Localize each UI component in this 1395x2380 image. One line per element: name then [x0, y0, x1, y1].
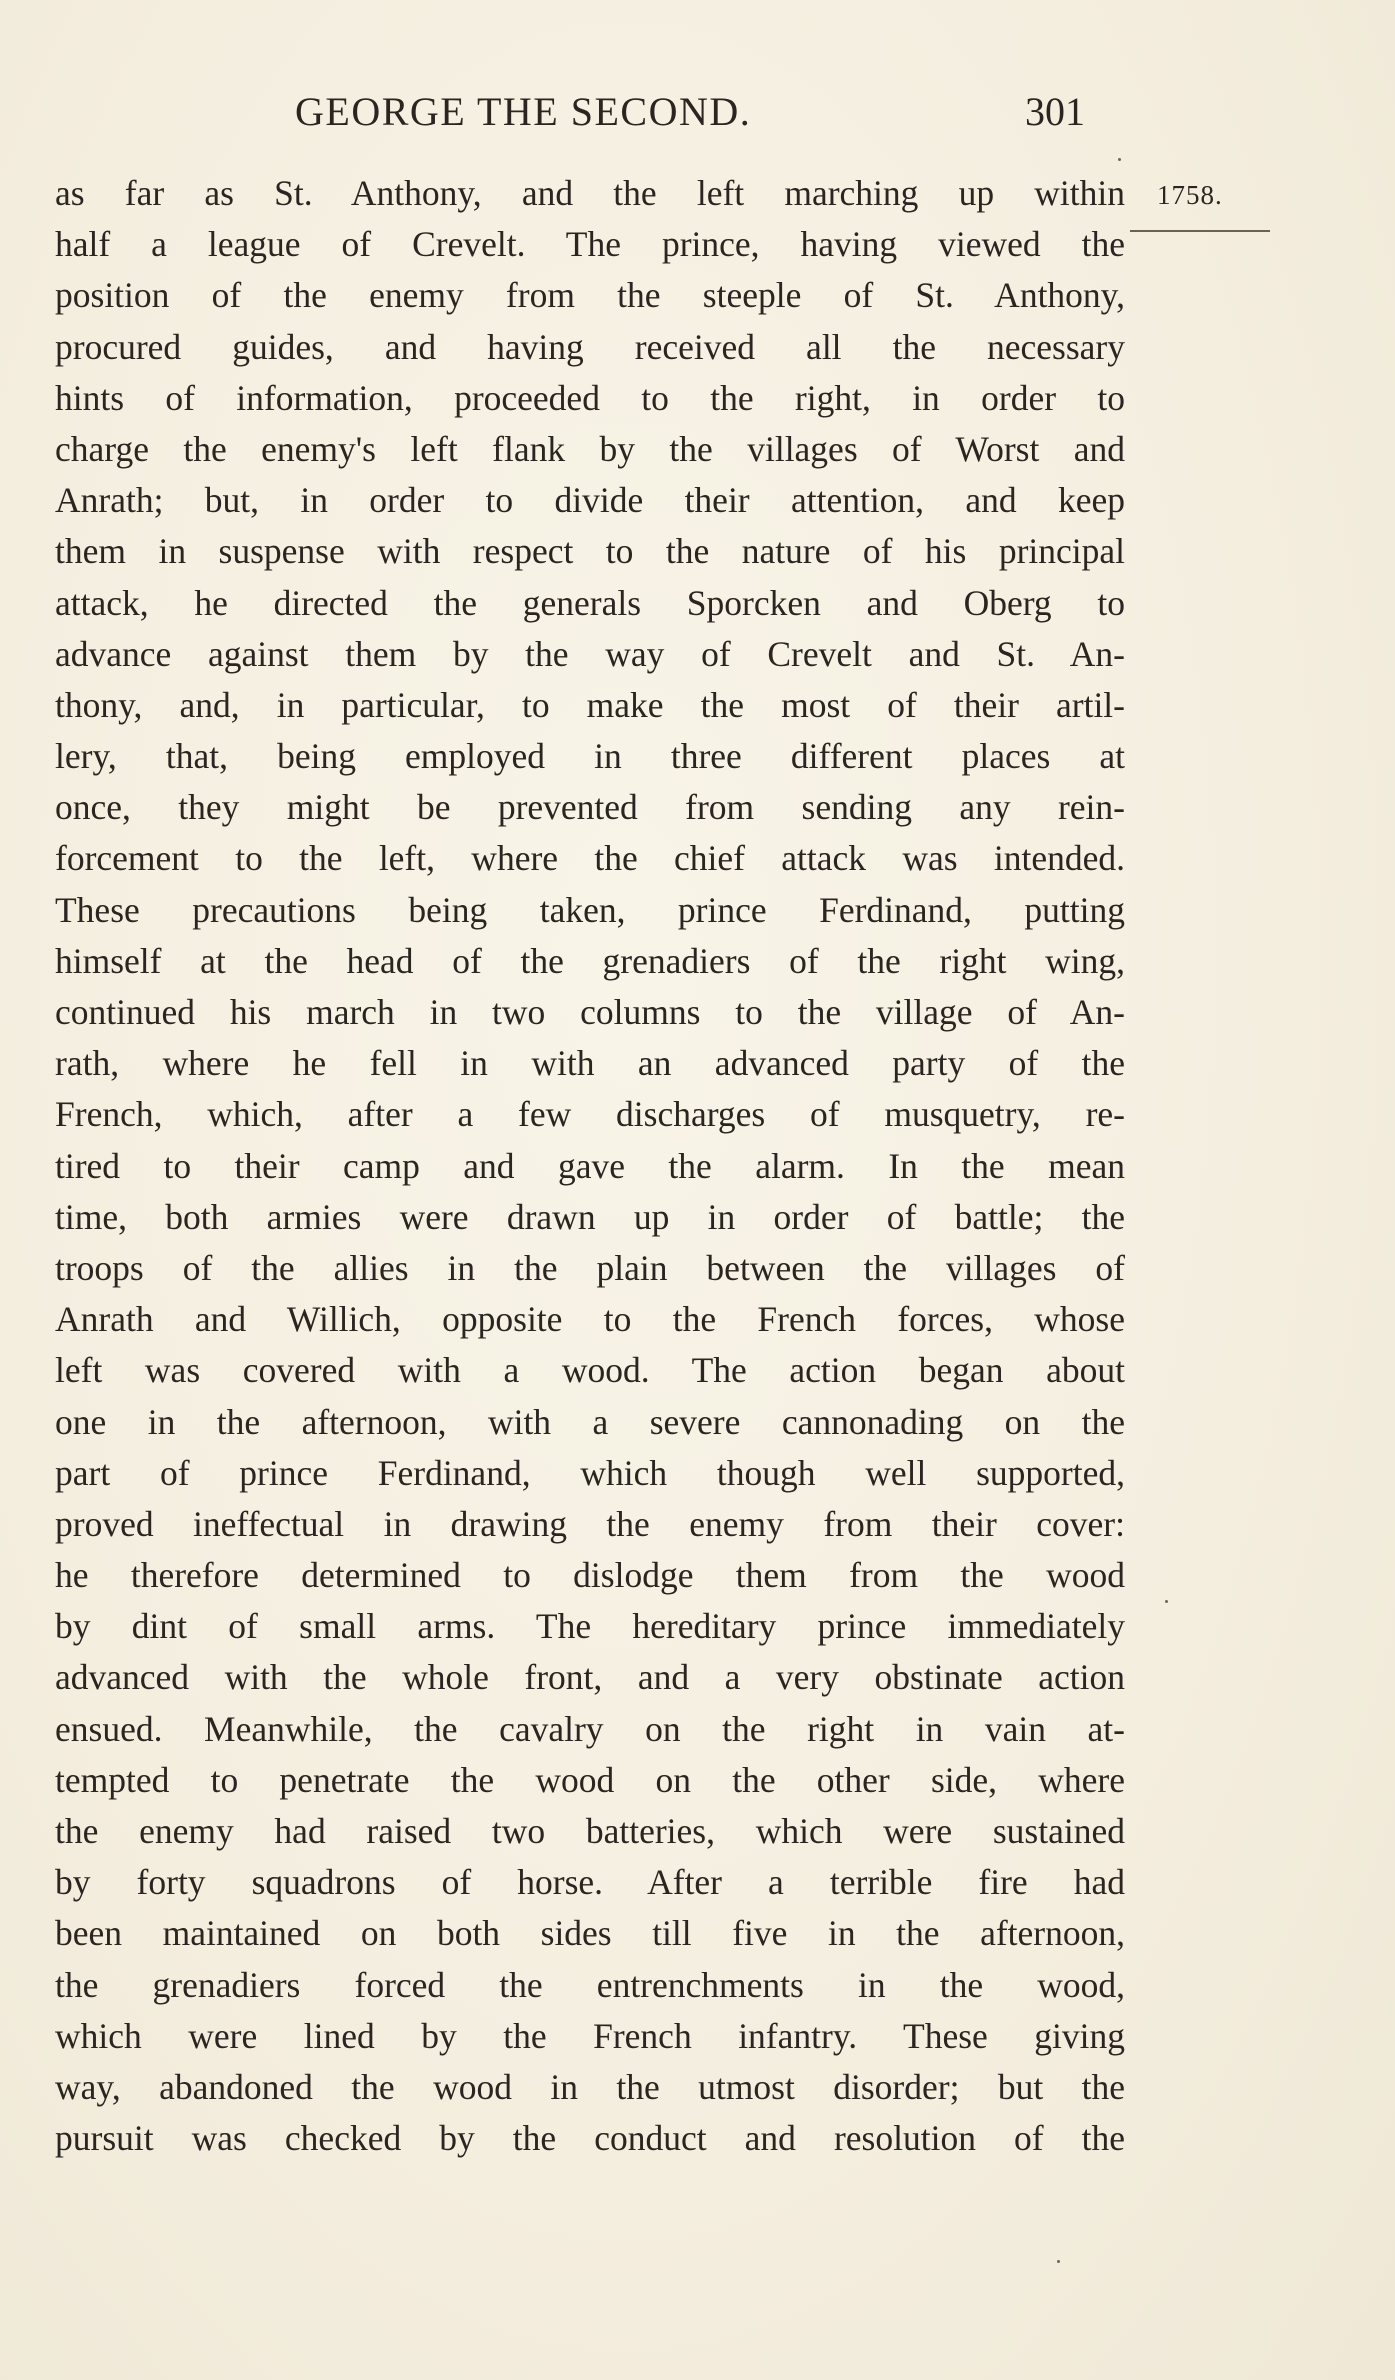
text-line: way, abandoned the wood in the utmost disorder; but the — [55, 2066, 1125, 2107]
text-line: advanced with the whole front, and a very obstinate action — [55, 1657, 1125, 1698]
text-line: ensued. Meanwhile, the cavalry on the right in vain at- — [55, 1708, 1125, 1749]
text-line: troops of the allies in the plain between the villages of — [55, 1247, 1125, 1288]
text-line: half a league of Crevelt. The prince, having viewed the — [55, 224, 1125, 265]
text-line: position of the enemy from the steeple of St. Anthony, — [55, 275, 1125, 316]
text-line: proved ineffectual in drawing the enemy from their cover: — [55, 1503, 1125, 1544]
text-line: which were lined by the French infantry. These giving — [55, 2015, 1125, 2056]
text-line: rath, where he fell in with an advanced party of the — [55, 1043, 1125, 1084]
text-line: tired to their camp and gave the alarm. In the mean — [55, 1145, 1125, 1186]
margin-rule — [1130, 230, 1270, 232]
text-line: himself at the head of the grenadiers of the right wing, — [55, 940, 1125, 981]
text-line: them in suspense with respect to the nature of his principal — [55, 531, 1125, 572]
margin-year-note: 1758. — [1157, 180, 1223, 210]
text-line: These precautions being taken, prince Ferdinand, putting — [55, 889, 1125, 930]
text-line: by forty squadrons of horse. After a terrible fire had — [55, 1862, 1125, 1903]
text-line: once, they might be prevented from sending any rein- — [55, 787, 1125, 828]
paper-speck — [1165, 1600, 1168, 1603]
text-line: charge the enemy's left flank by the villages of Worst and — [55, 428, 1125, 469]
text-line: attack, he directed the generals Sporcken and Oberg to — [55, 582, 1125, 623]
body-text — [55, 168, 1125, 2164]
running-title: GEORGE THE SECOND. — [295, 89, 752, 134]
text-line: French, which, after a few discharges of musquetry, re- — [55, 1094, 1125, 1135]
text-line: hints of information, proceeded to the right, in order to — [55, 377, 1125, 418]
text-line: lery, that, being employed in three different places at — [55, 736, 1125, 777]
text-line: the enemy had raised two batteries, which were sustained — [55, 1811, 1125, 1851]
text-line: tempted to penetrate the wood on the other side, where — [55, 1759, 1125, 1800]
text-line: pursuit was checked by the conduct and resolution of the — [55, 2118, 1125, 2159]
paper-speck — [1118, 158, 1121, 161]
text-line: by dint of small arms. The hereditary prince immediately — [55, 1606, 1125, 1647]
text-line: Anrath; but, in order to divide their attention, and keep — [55, 480, 1125, 521]
text-line: forcement to the left, where the chief attack was intended. — [55, 838, 1125, 879]
paper-speck — [1057, 2260, 1060, 2263]
text-line: Anrath and Willich, opposite to the French forces, whose — [55, 1299, 1125, 1340]
text-line: one in the afternoon, with a severe cannonading on the — [55, 1401, 1125, 1442]
running-head — [55, 88, 1115, 148]
text-line: advance against them by the way of Crevelt and St. An- — [55, 633, 1125, 674]
text-line: continued his march in two columns to the village of An- — [55, 992, 1125, 1032]
text-line: procured guides, and having received all the necessary — [55, 326, 1125, 367]
text-line: time, both armies were drawn up in order of battle; the — [55, 1196, 1125, 1237]
text-line: thony, and, in particular, to make the most of their artil- — [55, 684, 1125, 725]
page-number: 301 — [1025, 89, 1085, 134]
text-line: the grenadiers forced the entrenchments in the wood, — [55, 1964, 1125, 2005]
text-line: he therefore determined to dislodge them from the wood — [55, 1555, 1125, 1596]
text-line: left was covered with a wood. The action began about — [55, 1350, 1125, 1391]
text-line: part of prince Ferdinand, which though well supported, — [55, 1452, 1125, 1493]
text-line: been maintained on both sides till five in the afternoon, — [55, 1913, 1125, 1954]
text-line: as far as St. Anthony, and the left marching up within — [55, 173, 1125, 213]
